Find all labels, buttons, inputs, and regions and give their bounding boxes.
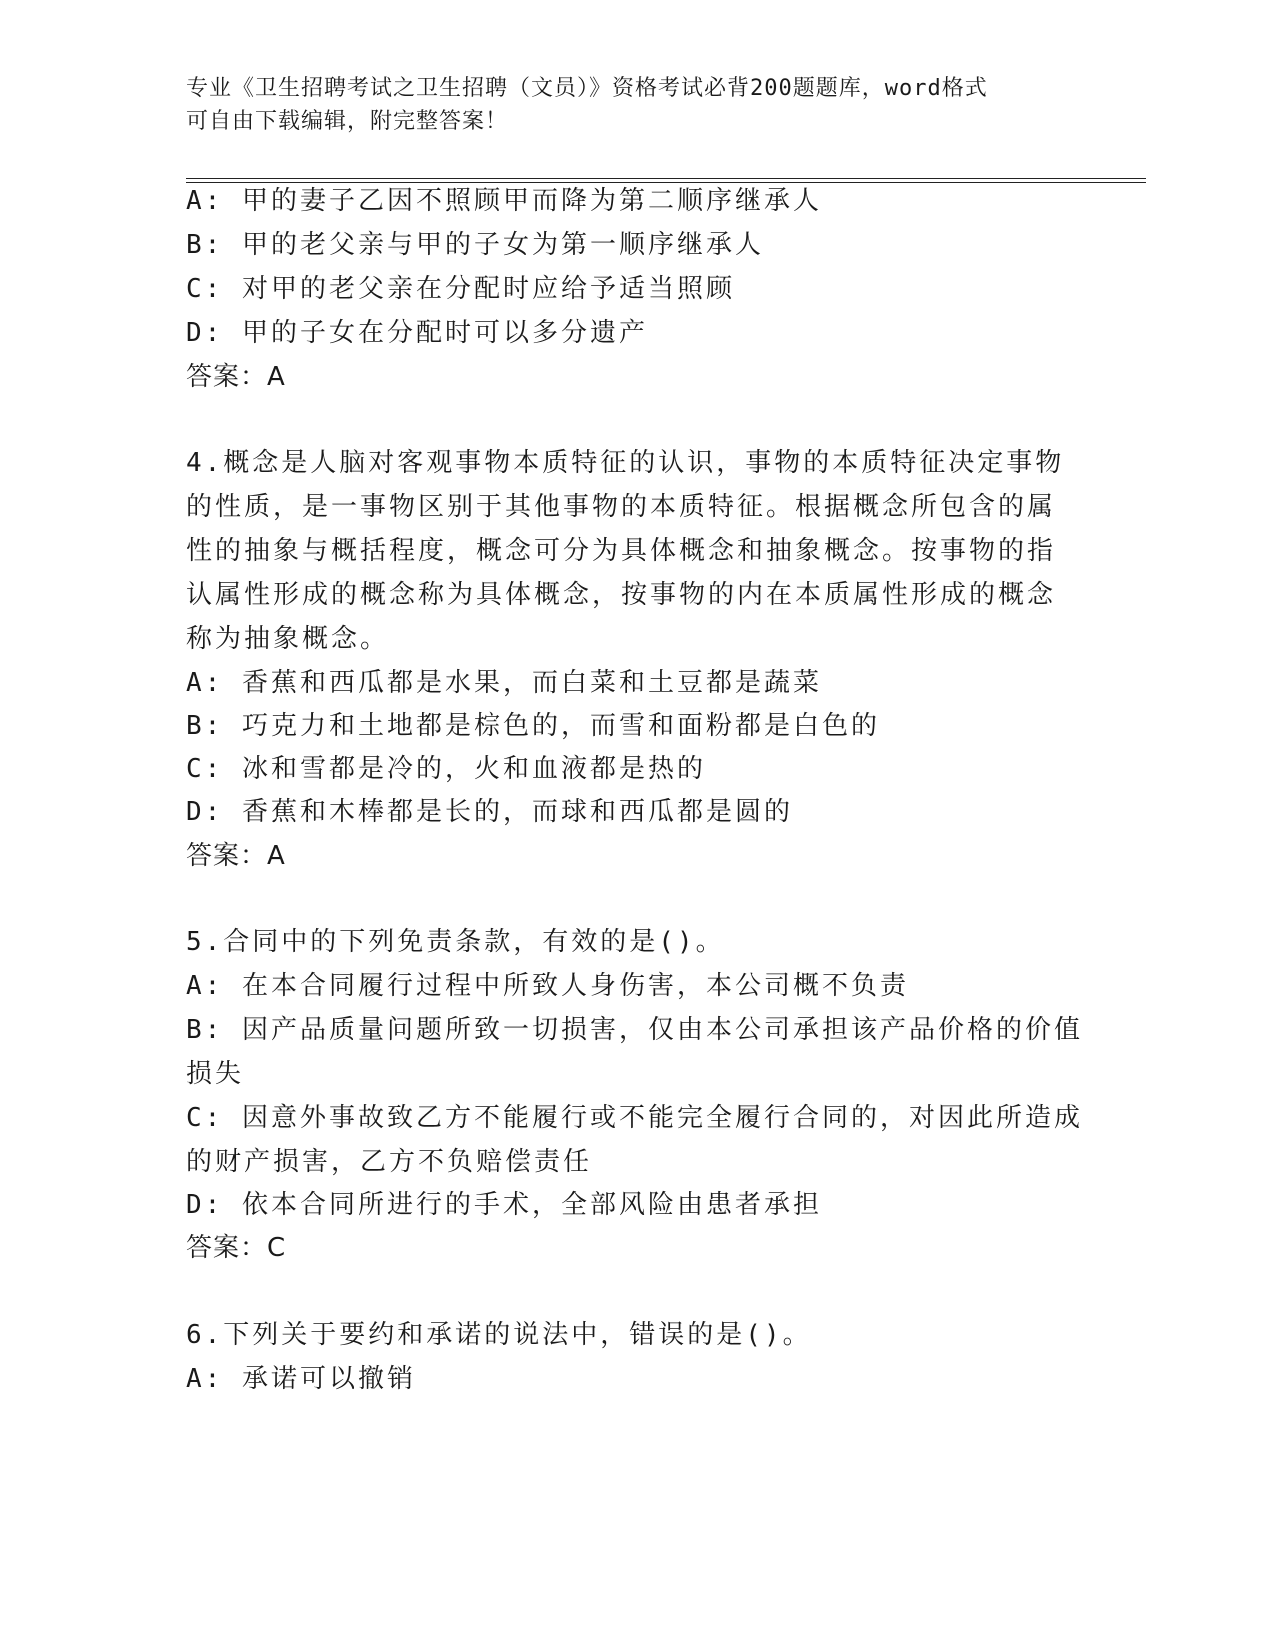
q6-option-a: A: 承诺可以撤销 bbox=[186, 1364, 416, 1394]
q3-option-d: D: 甲的子女在分配时可以多分遗产 bbox=[186, 318, 648, 348]
q4-option-d: D: 香蕉和木棒都是长的，而球和西瓜都是圆的 bbox=[186, 797, 793, 827]
q5-option-c-line-1: C: 因意外事故致乙方不能履行或不能完全履行合同的，对因此所造成 bbox=[186, 1103, 1083, 1133]
q4-option-a: A: 香蕉和西瓜都是水果，而白菜和土豆都是蔬菜 bbox=[186, 668, 822, 698]
q5-answer: 答案：C bbox=[186, 1233, 287, 1263]
q5-option-a: A: 在本合同履行过程中所致人身伤害，本公司概不负责 bbox=[186, 971, 909, 1001]
q3-option-c: C: 对甲的老父亲在分配时应给予适当照顾 bbox=[186, 274, 735, 304]
q4-option-c: C: 冰和雪都是冷的，火和血液都是热的 bbox=[186, 754, 706, 784]
q4-stem-line-1: 4.概念是人脑对客观事物本质特征的认识，事物的本质特征决定事物 bbox=[186, 448, 1065, 478]
q5-option-c-line-2: 的财产损害，乙方不负赔偿责任 bbox=[186, 1147, 593, 1177]
q3-answer: 答案：A bbox=[186, 362, 286, 392]
q5-option-b-line-2: 损失 bbox=[186, 1059, 245, 1089]
q5-stem: 5.合同中的下列免责条款，有效的是()。 bbox=[186, 927, 725, 957]
q5-option-d: D: 依本合同所进行的手术，全部风险由患者承担 bbox=[186, 1190, 822, 1220]
document-header bbox=[186, 72, 1066, 138]
header-line-1: 专业《卫生招聘考试之卫生招聘（文员）》资格考试必背200题题库，word格式 bbox=[186, 76, 988, 101]
q5-option-b-line-1: B: 因产品质量问题所致一切损害，仅由本公司承担该产品价格的价值 bbox=[186, 1015, 1083, 1045]
header-line-2: 可自由下载编辑，附完整答案！ bbox=[186, 109, 509, 134]
q4-stem-line-2: 的性质，是一事物区别于其他事物的本质特征。根据概念所包含的属 bbox=[186, 492, 1057, 522]
q4-stem-line-4: 认属性形成的概念称为具体概念，按事物的内在本质属性形成的概念 bbox=[186, 580, 1057, 610]
q4-answer: 答案：A bbox=[186, 841, 286, 871]
q4-stem-line-5: 称为抽象概念。 bbox=[186, 624, 390, 654]
q3-option-b: B: 甲的老父亲与甲的子女为第一顺序继承人 bbox=[186, 230, 764, 260]
q6-stem: 6.下列关于要约和承诺的说法中，错误的是()。 bbox=[186, 1320, 812, 1350]
q4-option-b: B: 巧克力和土地都是棕色的，而雪和面粉都是白色的 bbox=[186, 711, 880, 741]
q4-stem-line-3: 性的抽象与概括程度，概念可分为具体概念和抽象概念。按事物的指 bbox=[186, 536, 1057, 566]
header-divider bbox=[186, 178, 1146, 183]
q3-option-a: A: 甲的妻子乙因不照顾甲而降为第二顺序继承人 bbox=[186, 186, 822, 216]
